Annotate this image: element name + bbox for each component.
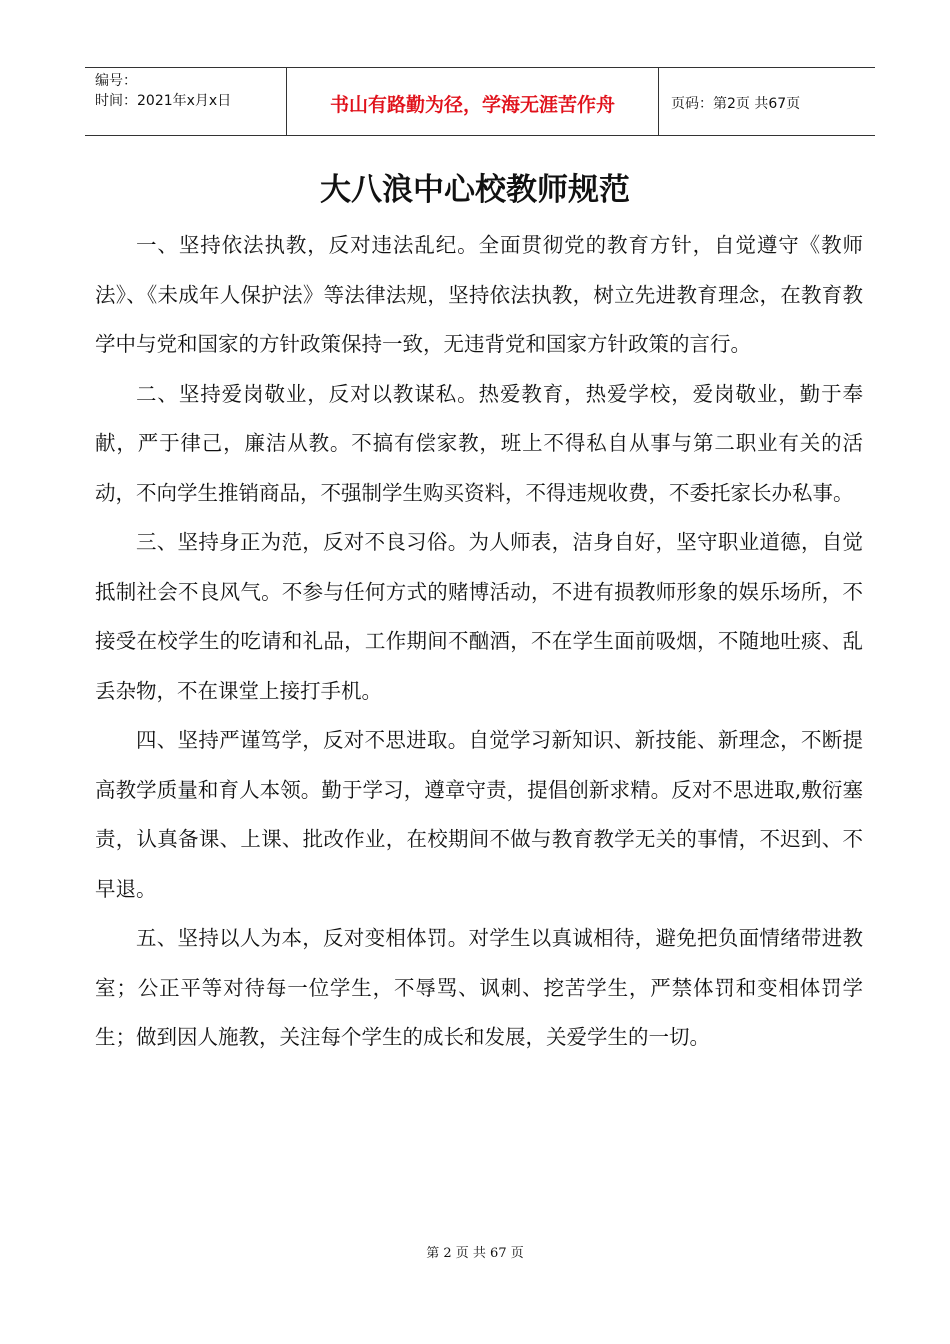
document-body [95,221,863,1063]
page-header [85,67,875,136]
paragraph-1: 一、坚持依法执教，反对违法乱纪。全面贯彻党的教育方针，自觉遵守《教师法》、《未成年人保护法》等法律法规，坚持依法执教，树立先进教育理念，在教育教学中与党和国家的方针政策保持一致，无违背党和国家方针政策的言行。 [95,233,863,356]
paragraph-5: 五、坚持以人为本，反对变相体罚。对学生以真诚相待，避免把负面情绪带进教室；公正平等对待每一位学生，不辱骂、讽刺、挖苦学生，严禁体罚和变相体罚学生；做到因人施教，关注每个学生的成长和发展，关爱学生的一切。 [95,926,863,1049]
document-title: 大八浪中心校教师规范 [320,172,630,208]
page-footer: 第 2 页 共 67 页 [426,1246,524,1261]
paragraph-2: 二、坚持爱岗敬业，反对以教谋私。热爱教育，热爱学校，爱岗敬业，勤于奉献，严于律己，廉洁从教。不搞有偿家教，班上不得私自从事与第二职业有关的活动，不向学生推销商品，不强制学生购买资料，不得违规收费，不委托家长办私事。 [95,381,863,505]
paragraph-3: 三、坚持身正为范，反对不良习俗。为人师表，洁身自好，坚守职业道德，自觉抵制社会不良风气。不参与任何方式的赌博活动，不进有损教师形象的娱乐场所，不接受在校学生的吃请和礼品，工作期间不酗酒，不在学生面前吸烟，不随地吐痰、乱丢杂物，不在课堂上接打手机。 [95,530,863,703]
serial-number-label: 编号： [95,73,137,89]
header-motto-cell [287,68,659,135]
date-label: 时间：2021年x月x日 [95,93,232,109]
header-meta-cell [85,68,287,135]
motto-text: 书山有路勤为径，学海无涯苦作舟 [329,94,615,116]
paragraph-4: 四、坚持严谨笃学，反对不思进取。自觉学习新知识、新技能、新理念，不断提高教学质量和育人本领。勤于学习，遵章守责，提倡创新求精。反对不思进取,敷衍塞责，认真备课、上课、批改作业，在校期间不做与教育教学无关的事情，不迟到、不早退。 [95,728,863,901]
header-page-cell [659,68,875,135]
page-info-text: 页码：第2页 共67页 [671,95,801,112]
